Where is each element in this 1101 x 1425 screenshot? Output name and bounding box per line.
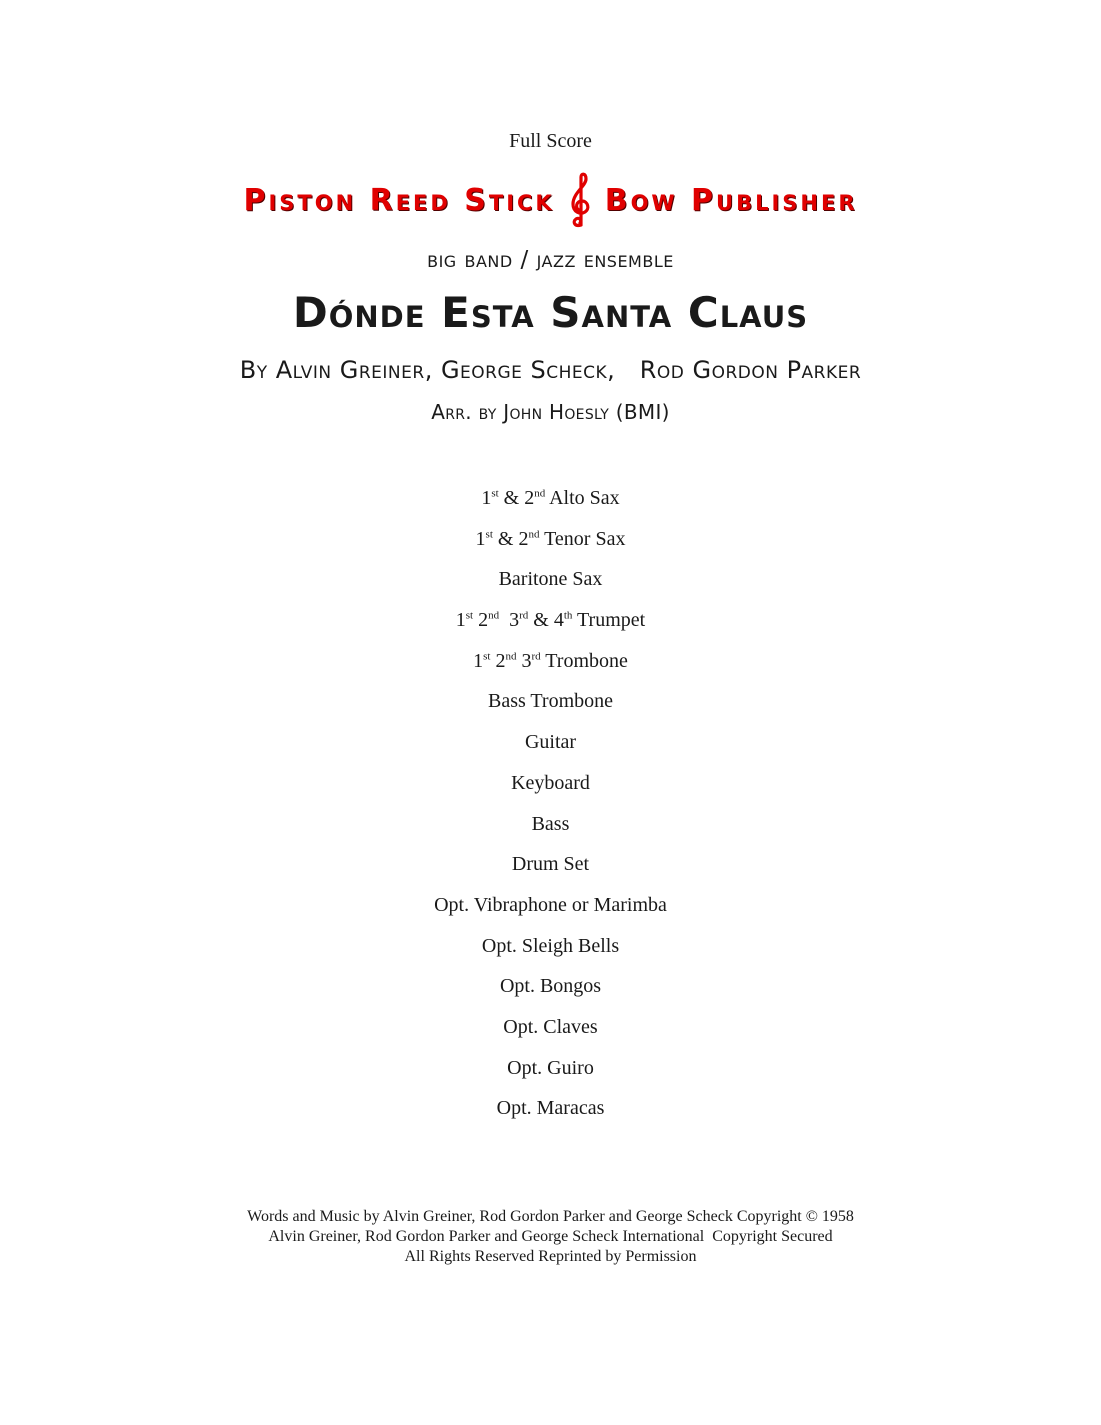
instrument-item: Opt. Sleigh Bells (481, 934, 620, 957)
instrument-item: 1st & 2nd Alto Sax (481, 487, 620, 509)
ensemble-type: big band / jazz ensemble (427, 247, 674, 273)
copyright-notice (0, 1207, 1101, 1267)
publisher-name-right: Bow Publisher (604, 182, 858, 218)
instrument-item: Guitar (524, 731, 577, 754)
instrument-item: Drum Set (511, 853, 590, 876)
instrument-item: Opt. Guiro (507, 1056, 594, 1079)
instrument-item: 1st & 2nd Tenor Sax (475, 527, 626, 550)
instrument-item: Opt. Vibraphone or Marimba (434, 893, 667, 916)
piece-title: Dónde Esta Santa Claus (292, 288, 809, 337)
copyright-line: Alvin Greiner, Rod Gordon Parker and George Scheck International Copyright Secured (268, 1228, 833, 1245)
arranger-credit: Arr. by John Hoesly (BMI) (431, 400, 670, 424)
instrument-item: 1st 2nd 3rd Trombone (473, 649, 628, 672)
instrumentation-list (0, 484, 1101, 1135)
instrument-item: Keyboard (511, 771, 590, 794)
instrument-item: Bass (531, 812, 570, 835)
score-label: Full Score (509, 130, 592, 152)
publisher-logo (0, 170, 1101, 230)
instrument-item: Opt. Bongos (499, 975, 602, 998)
copyright-line: All Rights Reserved Reprinted by Permission (404, 1248, 697, 1265)
treble-clef-icon (565, 171, 595, 229)
composers-credit: By Alvin Greiner, George Scheck, Rod Gordon Parker (239, 356, 862, 384)
instrument-item: Bass Trombone (487, 690, 614, 713)
instrument-item: Opt. Claves (503, 1015, 598, 1038)
instrument-item: Baritone Sax (498, 568, 603, 591)
copyright-line: Words and Music by Alvin Greiner, Rod Gordon Parker and George Scheck Copyright © 1958 (247, 1208, 854, 1225)
instrument-item: 1st 2nd 3rd & 4th Trumpet (455, 609, 646, 632)
instrument-item: Opt. Maracas (496, 1097, 605, 1120)
publisher-name-left: Piston Reed Stick (243, 182, 555, 218)
